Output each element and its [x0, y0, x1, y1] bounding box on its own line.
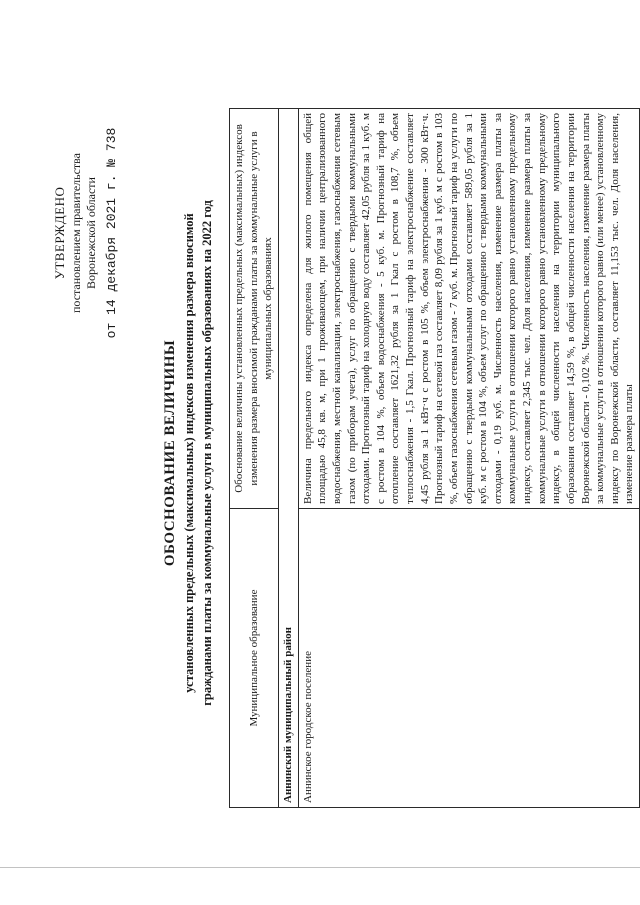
justification-table: [229, 108, 640, 808]
document-title: ОБОСНОВАНИЕ ВЕЛИЧИНЫ: [162, 339, 178, 567]
approval-line-1: постановлением правительства: [68, 152, 83, 314]
scan-edge-line: [0, 867, 640, 868]
approval-block: [52, 118, 121, 348]
justification-text: Величина предельного индекса определена для жилого помещения общей площадью 45,8 кв. м, при 1 проживающем, при наличии централизованного водоснабжения, местной канализации, электроснабжения, газоснабжения сетевым газом (по приборам учета), услуг по обращению с твердыми коммунальными отходами. Прогнозный тариф на холодную воду составляет 42,05 рубля за 1 куб. м с ростом в 104 %, объем водоснабжения - 5 куб. м. Прогнозный тариф на отопление составляет 1621,32 рубля за 1 Гкал с ростом в 108,7 %, объем теплоснабжения - 1,5 Гкал. Прогнозный тариф на электроснабжение составляет 4,45 рубля за 1 кВт·ч с ростом в 105 %, объем электроснабжения - 300 кВт·ч. Прогнозный тариф на сетевой газ составляет 8,09 рубля за 1 куб. м с ростом в 103 %, объем газоснабжения сетевым газом - 7 куб. м. Прогнозный тариф на услуги по обращению с твердыми коммунальными отходами составляет 589,05 рубля за 1 куб. м с ростом в 104 %, объем услуг по обращению с твердыми коммунальными отходами - 0,19 куб. м. Численность населения, изменение размера платы за коммунальные услуги в отношении которого равно установленному предельному индексу, составляет 2,345 тыс. чел. Доля населения, изменение размера платы за коммунальные услуги в отношении которого равно установленному предельному индексу, в общей численности населения на территории муниципального образования составляет 14,59 %, в общей численности населения на территории Воронежской области - 0,102 %. Численность населения, изменение размера платы за коммунальные услуги в отношении которого равно (или менее) установленному индексу по Воронежской области, составляет 11,153 тыс. чел. Доля населения, изменение размера платы: [298, 109, 639, 509]
approval-title: УТВЕРЖДЕНО: [52, 186, 67, 280]
document-subtitle-2: гражданами платы за коммунальные услуги в муниципальных образованиях на 2022 год: [200, 200, 215, 706]
column-header-justification: Обоснование величины установленных предельных (максимальных) индексов изменения размера вносимой гражданами платы за коммунальные услуги в муниципальных образованиях: [230, 109, 279, 509]
table-row: [298, 109, 639, 808]
document-heading: [162, 78, 216, 828]
municipality-name: Аннинское городское поселение: [298, 509, 639, 808]
approval-date: от 14 декабря 2021 г. № 738: [104, 127, 120, 339]
document-subtitle-1: установленных предельных (максимальных) индексов изменения размера вносимой: [182, 213, 196, 693]
approval-line-2: Воронежской области: [84, 177, 99, 289]
district-name: Аннинский муниципальный район: [279, 109, 299, 808]
table-header-row: [230, 109, 279, 808]
table-row-district: [279, 109, 299, 808]
column-header-municipality: Муниципальное образование: [230, 509, 279, 808]
document-page: [22, 78, 636, 828]
